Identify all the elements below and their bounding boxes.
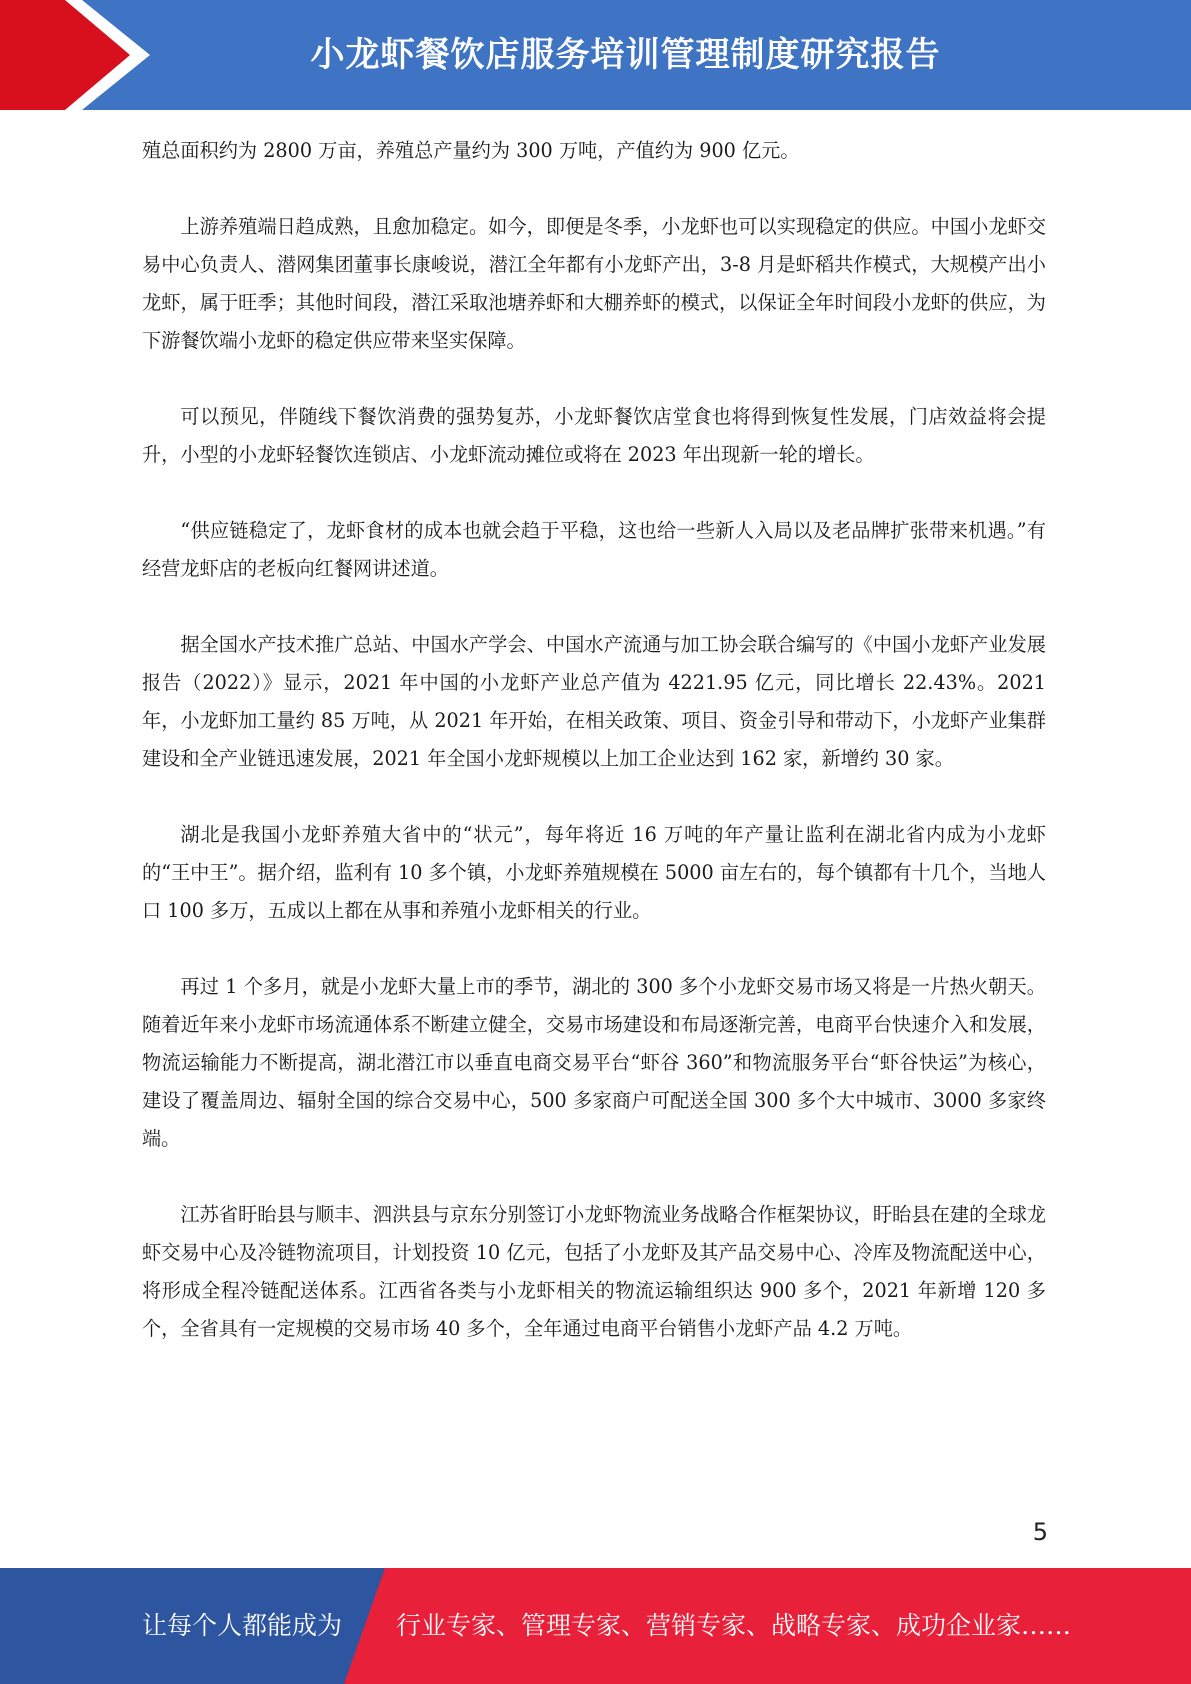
footer-slogan-left: 让每个人都能成为 xyxy=(142,1611,343,1640)
paragraph: 江苏省盱眙县与顺丰、泗洪县与京东分别签订小龙虾物流业务战略合作框架协议，盱眙县在建的全球龙虾交易中心及冷链物流项目，计划投资 10 亿元，包括了小龙虾及其产品交易中心、冷库及物流配送中心，将形成全程冷链配送体系。江西省各类与小龙虾相关的物流运输组织达 900 多个，2021 年新增 120 多个，全省具有一定规模的交易市场 40 多个，全年通过电商平台销售小龙虾产品 4.2 万吨。 xyxy=(142,1203,1046,1340)
paragraph: 再过 1 个多月，就是小龙虾大量上市的季节，湖北的 300 多个小龙虾交易市场又将是一片热火朝天。随着近年来小龙虾市场流通体系不断建立健全，交易市场建设和布局逐渐完善，电商平台快速介入和发展，物流运输能力不断提高，湖北潜江市以垂直电商交易平台“虾谷 360”和物流服务平台“虾谷快运”为核心，建设了覆盖周边、辐射全国的综合交易中心，500 多家商户可配送全国 300 多个大中城市、3000 多家终端。 xyxy=(142,975,1046,1150)
document-title: 小龙虾餐饮店服务培训管理制度研究报告 xyxy=(310,35,941,75)
page-footer xyxy=(0,1568,1191,1684)
page-number: 5 xyxy=(1032,1518,1048,1546)
paragraph: 上游养殖端日趋成熟，且愈加稳定。如今，即便是冬季，小龙虾也可以实现稳定的供应。中国小龙虾交易中心负责人、潜网集团董事长康峻说，潜江全年都有小龙虾产出，3-8 月是虾稻共作模式，大规模产出小龙虾，属于旺季；其他时间段，潜江采取池塘养虾和大棚养虾的模式，以保证全年时间段小龙虾的供应，为下游餐饮端小龙虾的稳定供应带来坚实保障。 xyxy=(142,215,1046,352)
article-body xyxy=(142,132,1046,1386)
paragraph: 湖北是我国小龙虾养殖大省中的“状元”，每年将近 16 万吨的年产量让监利在湖北省内成为小龙虾的“王中王”。据介绍，监利有 10 多个镇，小龙虾养殖规模在 5000 亩左右的，每个镇都有十几个，当地人口 100 多万，五成以上都在从事和养殖小龙虾相关的行业。 xyxy=(142,823,1046,922)
paragraph: 可以预见，伴随线下餐饮消费的强势复苏，小龙虾餐饮店堂食也将得到恢复性发展，门店效益将会提升，小型的小龙虾轻餐饮连锁店、小龙虾流动摊位或将在 2023 年出现新一轮的增长。 xyxy=(142,405,1046,466)
paragraph: 据全国水产技术推广总站、中国水产学会、中国水产流通与加工协会联合编写的《中国小龙虾产业发展报告（2022）》显示，2021 年中国的小龙虾产业总产值为 4221.95 亿元，同比增长 22.43%。2021 年，小龙虾加工量约 85 万吨，从 2021 年开始，在相关政策、项目、资金引导和带动下，小龙虾产业集群建设和全产业链迅速发展，2021 年全国小龙虾规模以上加工企业达到 162 家，新增约 30 家。 xyxy=(142,633,1046,770)
paragraph: 殖总面积约为 2800 万亩，养殖总产量约为 300 万吨，产值约为 900 亿元。 xyxy=(142,139,800,162)
footer-slogan-right: 行业专家、管理专家、营销专家、战略专家、成功企业家…… xyxy=(396,1611,1072,1640)
paragraph: “供应链稳定了，龙虾食材的成本也就会趋于平稳，这也给一些新人入局以及老品牌扩张带来机遇。”有经营龙虾店的老板向红餐网讲述道。 xyxy=(142,519,1046,580)
page-header xyxy=(0,0,1191,110)
